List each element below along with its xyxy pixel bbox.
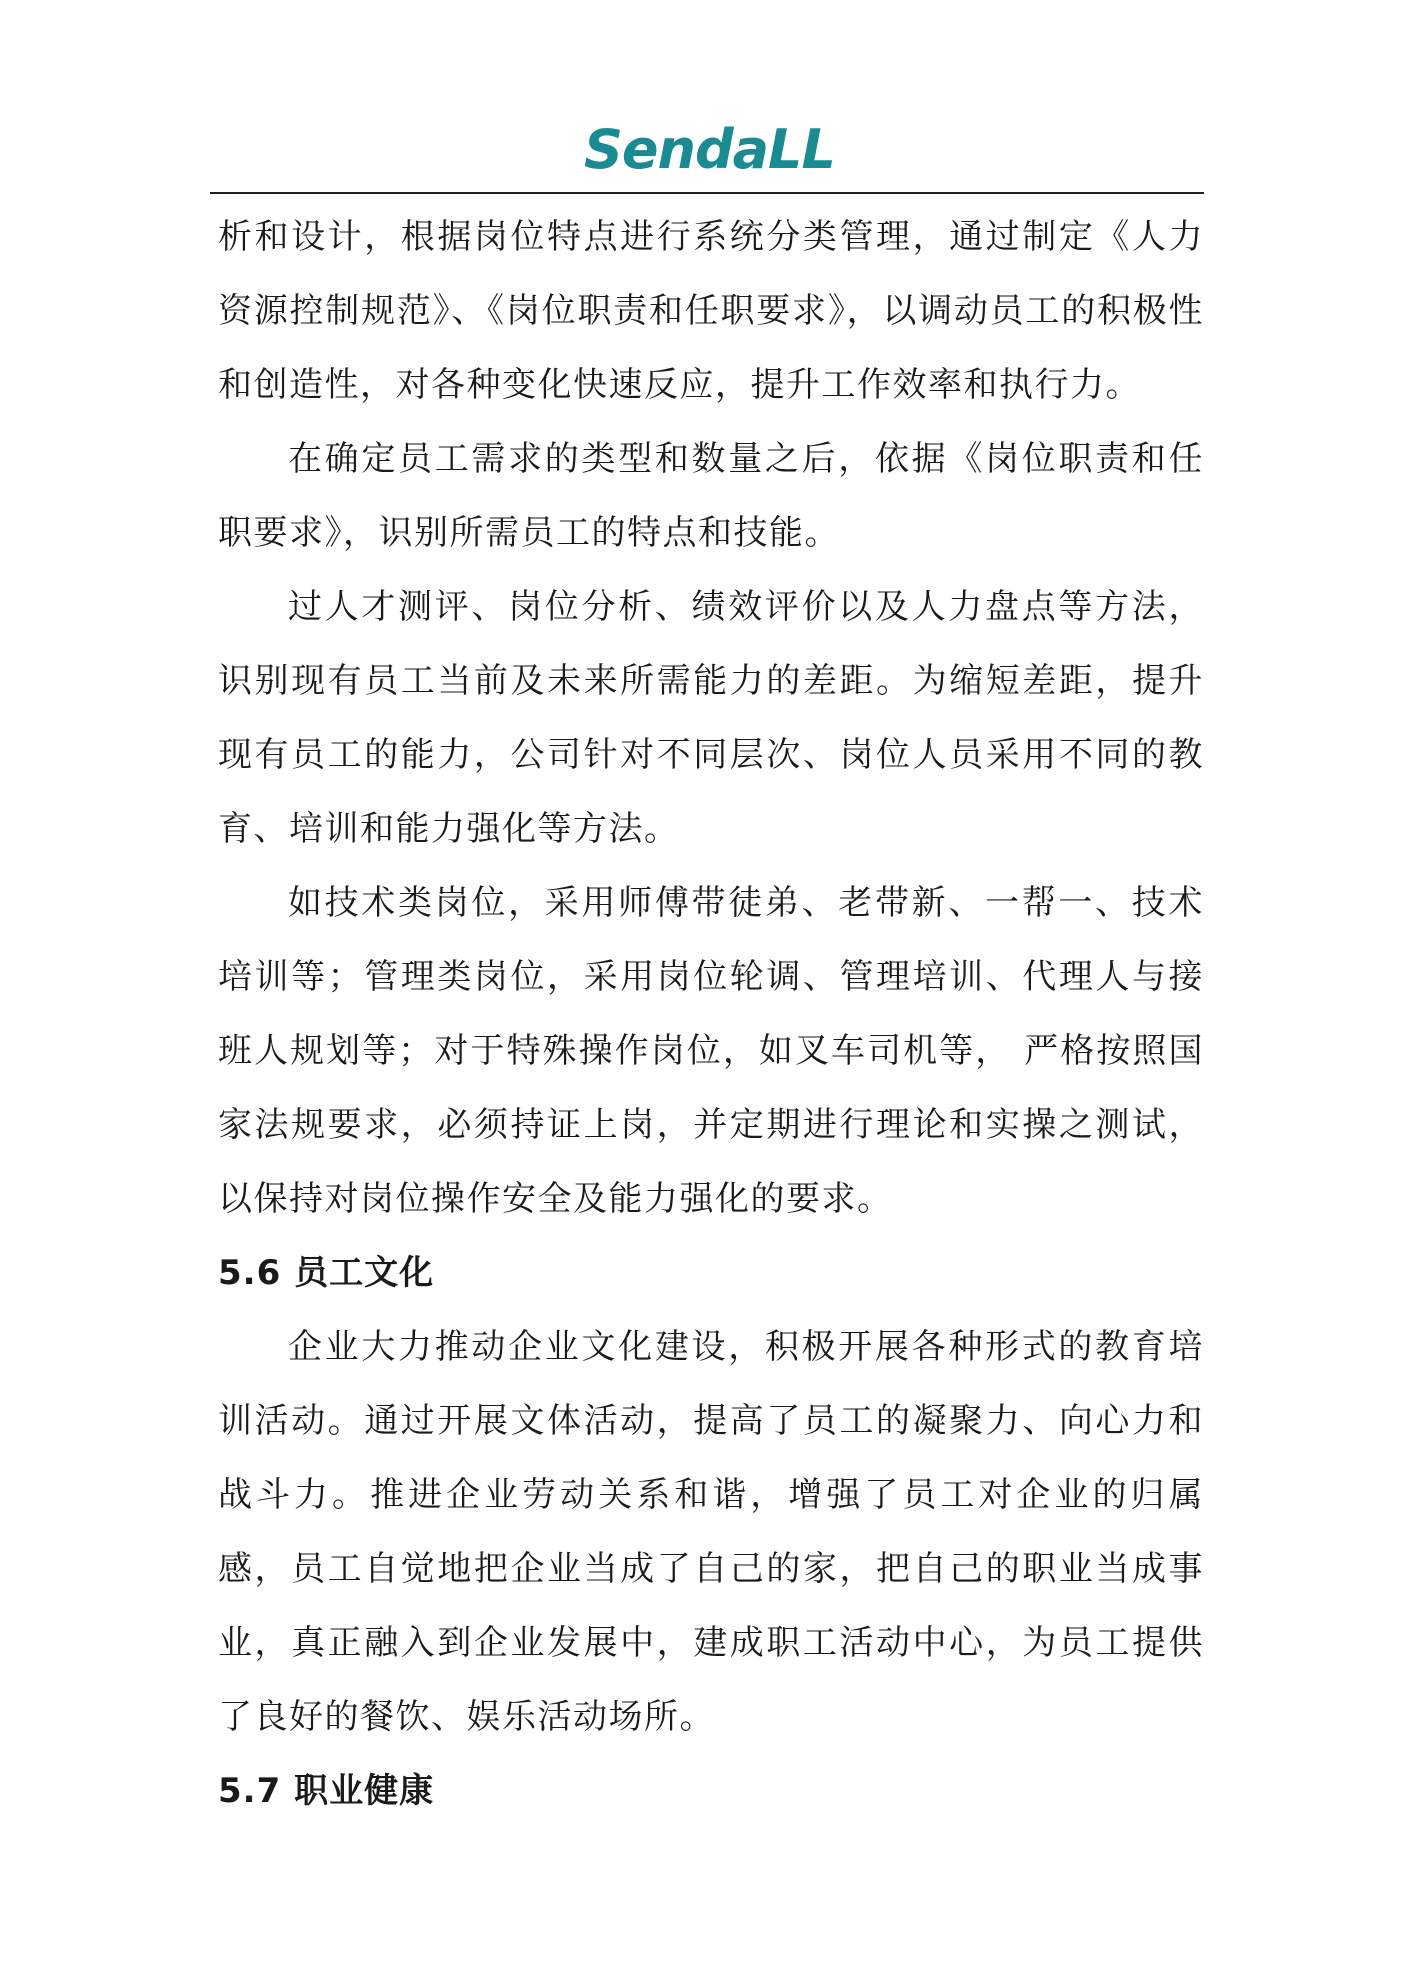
section-heading-occupational-health: 5.7 职业健康 xyxy=(218,1771,435,1811)
company-logo xyxy=(580,100,840,180)
paragraph-staff-requirements: 在确定员工需求的类型和数量之后，依据《岗位职责和任职要求》，识别所需员工的特点和技能。 xyxy=(218,439,1204,553)
logo-wordmark: SendaLL xyxy=(584,118,835,180)
header-divider xyxy=(210,192,1204,194)
section-heading-employee-culture: 5.6 员工文化 xyxy=(218,1253,435,1293)
paragraph-capability-gap: 过人才测评、岗位分析、绩效评价以及人力盘点等方法，识别现有员工当前及未来所需能力的差距。为缩短差距，提升现有员工的能力，公司针对不同层次、岗位人员采用不同的教育、培训和能力强化等方法。 xyxy=(218,587,1204,849)
paragraph-continuation: 析和设计，根据岗位特点进行系统分类管理，通过制定《人力资源控制规范》、《岗位职责和任职要求》，以调动员工的积极性和创造性，对各种变化快速反应，提升工作效率和执行力。 xyxy=(218,217,1204,405)
paragraph-employee-culture: 企业大力推动企业文化建设，积极开展各种形式的教育培训活动。通过开展文体活动，提高了员工的凝聚力、向心力和战斗力。推进企业劳动关系和谐，增强了员工对企业的归属感，员工自觉地把企业当成了自己的家，把自己的职业当成事业，真正融入到企业发展中，建成职工活动中心，为员工提供了良好的餐饮、娱乐活动场所。 xyxy=(218,1327,1204,1737)
paragraph-training-methods: 如技术类岗位，采用师傅带徒弟、老带新、一帮一、技术培训等；管理类岗位，采用岗位轮调、管理培训、代理人与接班人规划等；对于特殊操作岗位，如叉车司机等， 严格按照国家法规要求，必须持证上岗，并定期进行理论和实操之测试，以保持对岗位操作安全及能力强化的要求。 xyxy=(218,883,1204,1219)
document-body xyxy=(218,200,1204,1828)
page-header xyxy=(0,0,1414,200)
